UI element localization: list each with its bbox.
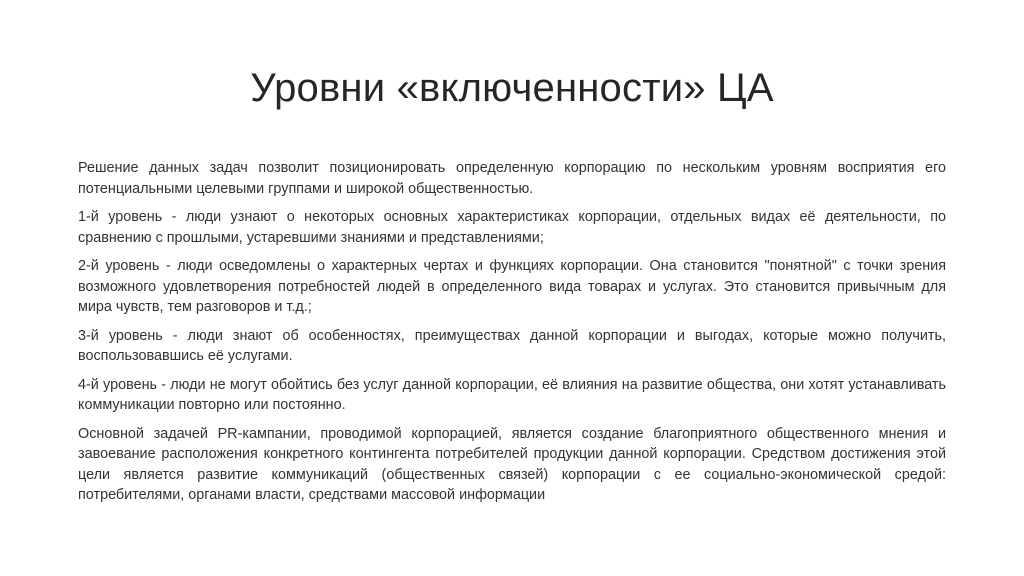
slide-title: Уровни «включенности» ЦА	[250, 66, 774, 110]
paragraph-intro: Решение данных задач позволит позиционировать определенную корпорацию по нескольким уровням восприятия его потенциальными целевыми группами и широкой общественностью.	[78, 160, 946, 197]
paragraph-level-4: 4-й уровень - люди не могут обойтись без услуг данной корпорации, её влияния на развитие общества, они хотят устанавливать коммуникации повторно или постоянно.	[78, 376, 946, 413]
slide-body	[78, 158, 946, 514]
paragraph-level-1: 1-й уровень - люди узнают о некоторых основных характеристиках корпорации, отдельных видах её деятельности, по сравнению с прошлыми, устаревшими знаниями и представлениями;	[78, 209, 946, 246]
paragraph-level-2: 2-й уровень - люди осведомлены о характерных чертах и функциях корпорации. Она становится "понятной" с точки зрения возможного удовлетворения потребностей людей в определенного вида товарах и услугах. Это становится привычным для мира чувств, тем разговоров и т.д.;	[78, 258, 946, 315]
paragraph-conclusion: Основной задачей PR-кампании, проводимой корпорацией, является создание благоприятного общественного мнения и завоевание расположения конкретного контингента потребителей продукции данной корпорации. Средством достижения этой цели является развитие коммуникаций (общественных связей) корпорации с ее социально-экономической средой: потребителями, органами власти, средствами массовой информации	[78, 425, 946, 503]
paragraph-level-3: 3-й уровень - люди знают об особенностях, преимуществах данной корпорации и выгодах, которые можно получить, воспользовавшись её услугами.	[78, 327, 946, 364]
